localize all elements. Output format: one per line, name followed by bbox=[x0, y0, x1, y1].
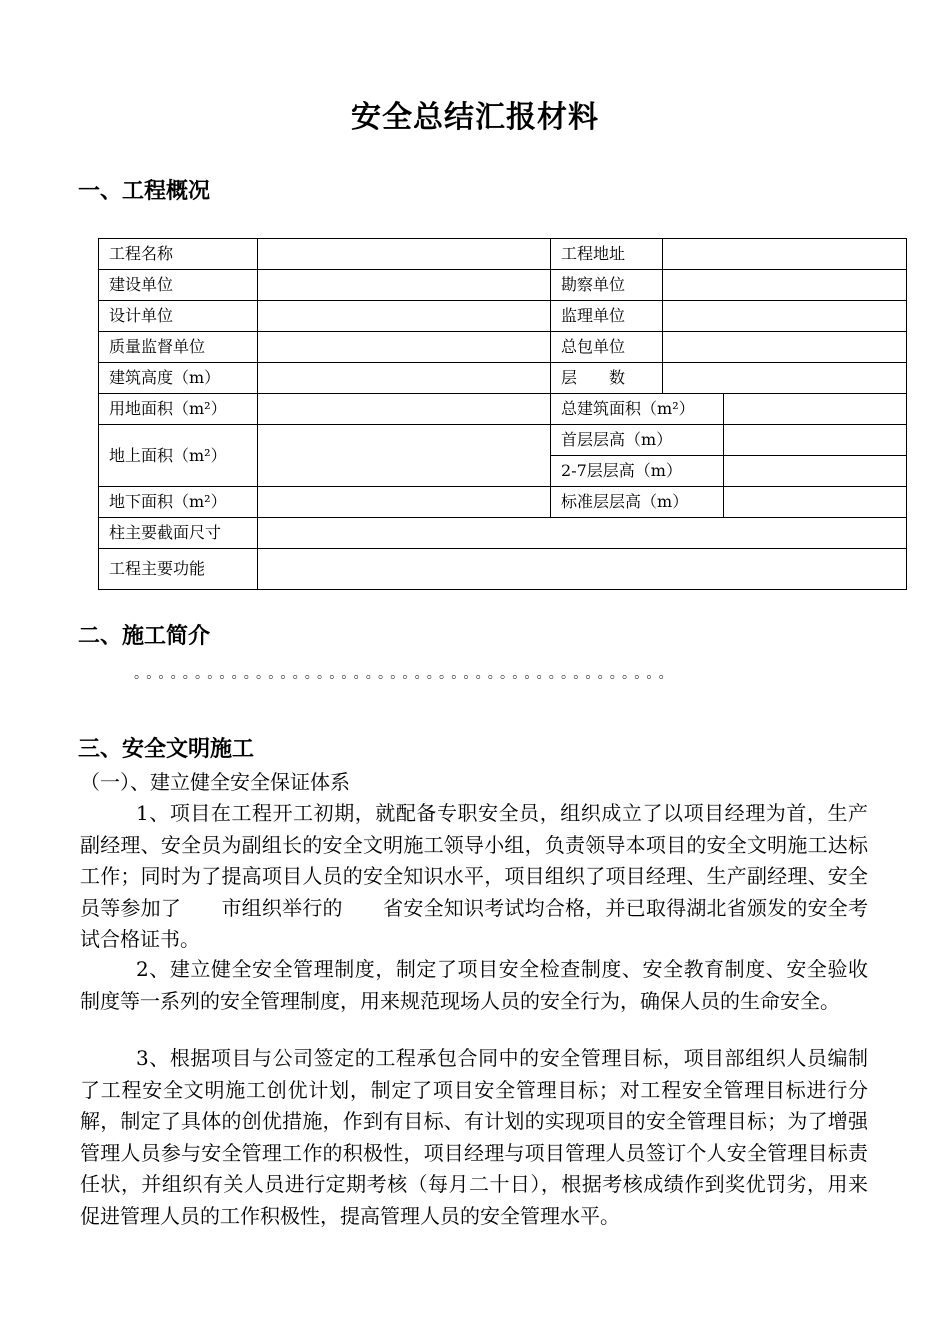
label-design-unit: 设计单位 bbox=[99, 301, 258, 332]
value-building-height bbox=[257, 363, 550, 394]
value-design-unit bbox=[257, 301, 550, 332]
table-row bbox=[99, 394, 907, 425]
value-survey-unit bbox=[663, 270, 907, 301]
table-row bbox=[99, 549, 907, 590]
safety-paragraph-3: 3、根据项目与公司签定的工程承包合同中的安全管理目标，项目部组织人员编制了工程安全文明施工创优计划，制定了项目安全管理目标；对工程安全管理目标进行分解，制定了具体的创优措施，作到有目标、有计划的实现项目的安全管理目标；为了增强管理人员参与安全管理工作的积极性，项目经理与项目管理人员签订个人安全管理目标责任状，并组织有关人员进行定期考核（每月二十日），根据考核成绩作到奖优罚劣，用来促进管理人员的工作积极性，提高管理人员的安全管理水平。 bbox=[80, 1046, 868, 1228]
value-standard-floor-height bbox=[723, 487, 906, 518]
project-info-table bbox=[98, 238, 907, 590]
label-project-name: 工程名称 bbox=[99, 239, 258, 270]
label-survey-unit: 勘察单位 bbox=[551, 270, 663, 301]
value-floors-2-7-height bbox=[723, 456, 906, 487]
label-total-floor-area: 总建筑面积（m²） bbox=[551, 394, 724, 425]
table-row bbox=[99, 301, 907, 332]
table-row bbox=[99, 239, 907, 270]
label-project-address: 工程地址 bbox=[551, 239, 663, 270]
value-project-address bbox=[663, 239, 907, 270]
value-general-contractor bbox=[663, 332, 907, 363]
value-project-name bbox=[257, 239, 550, 270]
value-total-floor-area bbox=[723, 394, 906, 425]
label-main-function: 工程主要功能 bbox=[99, 549, 258, 590]
value-floors bbox=[663, 363, 907, 394]
table-row bbox=[99, 332, 907, 363]
safety-paragraph-1: 1、项目在工程开工初期，就配备专职安全员，组织成立了以项目经理为首，生产副经理、安全员为副组长的安全文明施工领导小组，负责领导本项目的安全文明施工达标工作；同时为了提高项目人员的安全知识水平，项目组织了项目经理、生产副经理、安全员等参加了 市组织举行的 省安全知识考试均合格，并已取得湖北省颁发的安全考试合格证书。 bbox=[80, 801, 868, 951]
value-land-area bbox=[257, 394, 550, 425]
label-standard-floor-height: 标准层层高（m） bbox=[551, 487, 724, 518]
label-building-height: 建筑高度（m） bbox=[99, 363, 258, 394]
value-first-floor-height bbox=[723, 425, 906, 456]
table-row bbox=[99, 487, 907, 518]
section-heading-safety: 三、安全文明施工 bbox=[78, 737, 255, 762]
table-row bbox=[99, 270, 907, 301]
label-floors: 层 数 bbox=[551, 363, 663, 394]
value-quality-supervision-unit bbox=[257, 332, 550, 363]
table-row bbox=[99, 425, 907, 456]
table-row bbox=[99, 363, 907, 394]
value-owner-unit bbox=[257, 270, 550, 301]
section-heading-construction: 二、施工简介 bbox=[78, 624, 211, 649]
document-title: 安全总结汇报材料 bbox=[351, 100, 599, 135]
label-quality-supervision-unit: 质量监督单位 bbox=[99, 332, 258, 363]
label-supervision-unit: 监理单位 bbox=[551, 301, 663, 332]
safety-subheading: （一）、建立健全安全保证体系 bbox=[80, 770, 350, 794]
label-owner-unit: 建设单位 bbox=[99, 270, 258, 301]
label-column-section: 柱主要截面尺寸 bbox=[99, 518, 258, 549]
section-heading-overview: 一、工程概况 bbox=[78, 179, 211, 204]
value-supervision-unit bbox=[663, 301, 907, 332]
label-above-ground-area: 地上面积（m²） bbox=[99, 425, 258, 487]
value-column-section bbox=[257, 518, 906, 549]
label-land-area: 用地面积（m²） bbox=[99, 394, 258, 425]
label-first-floor-height: 首层层高（m） bbox=[551, 425, 724, 456]
value-underground-area bbox=[257, 487, 550, 518]
value-above-ground-area bbox=[257, 425, 550, 487]
safety-paragraph-2: 2、建立健全安全管理制度，制定了项目安全检查制度、安全教育制度、安全验收制度等一系列的安全管理制度，用来规范现场人员的安全行为，确保人员的生命安全。 bbox=[80, 957, 868, 1013]
construction-intro-placeholder: 。。。。。。。。。。。。。。。。。。。。。。。。。。。。。。。。。。。。。。。。。。。。 bbox=[134, 666, 678, 682]
label-underground-area: 地下面积（m²） bbox=[99, 487, 258, 518]
label-floors-2-7-height: 2-7层层高（m） bbox=[551, 456, 724, 487]
label-general-contractor: 总包单位 bbox=[551, 332, 663, 363]
value-main-function bbox=[257, 549, 906, 590]
table-row bbox=[99, 518, 907, 549]
